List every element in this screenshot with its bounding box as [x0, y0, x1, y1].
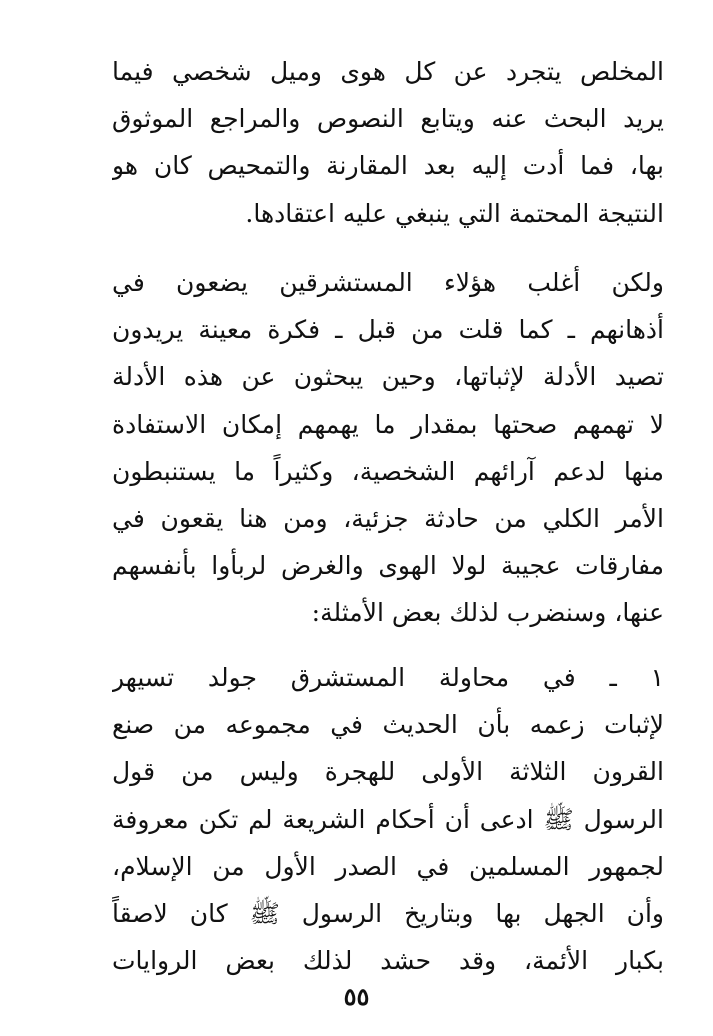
text-line: منها لدعم آرائهم الشخصية، وكثيراً ما يستنبطون	[112, 456, 664, 486]
text-line: لا تهمهم صحتها بمقدار ما يهمهم إمكان الاستفادة	[112, 409, 664, 439]
text-line: الأمر الكلي من حادثة جزئية، ومن هنا يقعون في	[112, 503, 664, 533]
paragraph-3	[112, 654, 664, 984]
text-line: ١ ـ في محاولة المستشرق جولد تسيهر	[112, 663, 664, 692]
paragraph-2	[112, 259, 664, 637]
paragraph-1	[112, 48, 664, 237]
text-line: القرون الثلاثة الأولى للهجرة وليس من قول	[112, 757, 664, 787]
text-line: الرسول ﷺ ادعى أن أحكام الشريعة لم تكن معروفة	[112, 804, 664, 834]
text-line: ولكن أغلب هؤلاء المستشرقين يضعون في	[112, 268, 664, 297]
page-number: ٥٥	[343, 982, 370, 1011]
text-line: مفارقات عجيبة لولا الهوى والغرض لربأوا بأنفسهم	[112, 551, 664, 581]
text-line: وأن الجهل بها وبتاريخ الرسول ﷺ كان لاصقاً	[112, 898, 664, 928]
text-line: لإثبات زعمه بأن الحديث في مجموعه من صنع	[112, 710, 664, 740]
text-line: يريد البحث عنه ويتابع النصوص والمراجع الموثوق	[112, 104, 664, 134]
text-line: المخلص يتجرد عن كل هوى وميل شخصي فيما	[112, 57, 664, 86]
text-line: تصيد الأدلة لإثباتها، وحين يبحثون عن هذه الأدلة	[112, 362, 664, 392]
text-line: بها، فما أدت إليه بعد المقارنة والتمحيص كان هو	[112, 151, 664, 181]
text-line: لجمهور المسلمين في الصدر الأول من الإسلام،	[112, 851, 664, 881]
text-line: النتيجة المحتمة التي ينبغي عليه اعتقادها.	[245, 198, 664, 228]
text-line: أذهانهم ـ كما قلت من قبل ـ فكرة معينة يريدون	[112, 315, 664, 345]
text-line: بكبار الأئمة، وقد حشد لذلك بعض الروايات	[112, 946, 664, 976]
text-line: عنها، وسنضرب لذلك بعض الأمثلة:	[311, 598, 664, 628]
